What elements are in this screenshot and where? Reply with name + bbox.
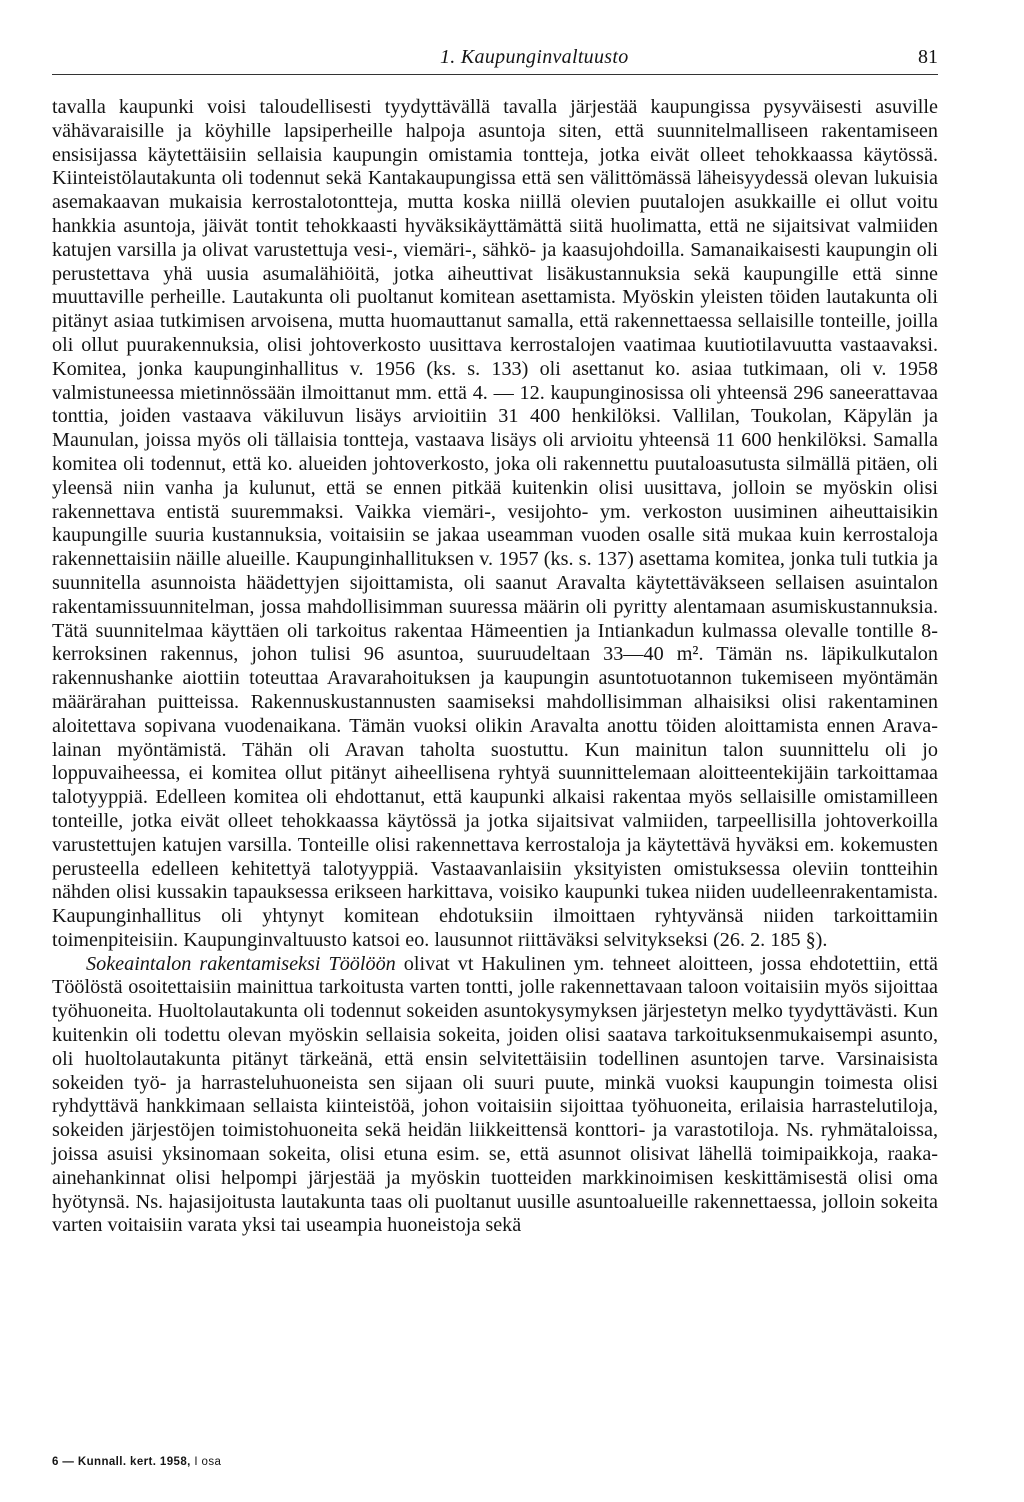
paragraph-text: olivat vt Hakulinen ym. tehneet aloitteen, jossa ehdotettiin, että Töölöstä osoitettaisiin mainittua tarkoitusta varten tontti, jolle rakennettavaan taloon voitaisiin myös sijoittaa työhuoneita. Huoltolautakunta oli todennut sokeiden asuntokysymyksen järjestetyn melko tyydyttävästi. Kun kuitenkin oli todettu olevan myöskin sellaisia sokeita, joiden olisi saatava tarkoituksenmukaisempi asunto, oli huoltolautakunta pitänyt tärkeänä, että ensin selvitettäisiin todellinen asuntojen tarve. Varsinaisista sokeiden työ- ja harrasteluhuoneista sen sijaan oli suuri puute, minkä vuoksi kaupungin toimesta olisi ryhdyttävä hankkimaan sellaista kiinteistöä, johon voitaisiin sijoittaa työhuoneita, erilaisia harrastelutiloja, sokeiden järjestöjen toimistohuoneita sekä heidän liikkeittensä konttori- ja varastotiloja. Ns. ryhmätaloissa, joissa asuisi yksinomaan sokeita, olisi etuna esim. se, että asunnot olisivat lähellä toimipaikkoja, raaka-ainehankinnat olisi helpompi järjestää ja myöskin tuotteiden markkinoimisen keskittämisestä olisi oma hyötynsä. Ns. hajasijoitusta lautakunta taas oli puoltanut uusille asuntoalueille rakennettaessa, jolloin sokeita varten voitaisiin varata yksi tai useampia huoneistoja sekä — [52, 952, 938, 1237]
paragraph-lead: Sokeaintalon rakentamiseksi Töölöön — [86, 952, 396, 975]
paragraph-blind-house — [52, 953, 938, 1239]
paragraph-text: tavalla kaupunki voisi taloudellisesti tyydyttävällä tavalla järjestää kaupungissa pysyväisesti asuville vähävaraisille ja köyhille lapsiperheille halpoja asuntoja siten, että suunnitelmalliseen rakentamiseen ensisijassa käytettäisiin sellaisia kaupungin omistamia tontteja, jotka eivät olleet tehokkaassa käytössä. Kiinteistölautakunta oli todennut sekä Kantakaupungissa että sen välittömässä läheisyydessä olevan lukuisia asemakaavan mukaisia kerrostalotontteja, mutta koska niillä olevien puutalojen asukkaille ei ollut voitu hankkia asuntoja, jäivät tontit tehokkaasti hyväksikäyttämättä siitä huolimatta, että ne sijaitsivat valmiiden katujen varsilla ja olivat varustettuja vesi-, viemäri-, sähkö- ja kaasujohdoilla. Samanaikaisesti kaupungin oli perustettava yhä uusia asumalähiöitä, jotka aiheuttivat lisäkustannuksia sekä kaupungille että sinne muuttaville perheille. Lautakunta oli puoltanut komitean asettamista. Myöskin yleisten töiden lautakunta oli pitänyt asiaa tutkimisen arvoisena, mutta huomauttanut samalla, että rakennettaessa sellaisille tonteille, joilla oli ollut puurakennuksia, olisi johtoverkosto uusittava kerrostalojen vaatimaa kuutiotilavuutta vastaavaksi. Komitea, jonka kaupunginhallitus v. 1956 (ks. s. 133) oli asettanut ko. asiaa tutkimaan, oli v. 1958 valmistuneessa mietinnössään ilmoittanut mm. että 4. — 12. kaupunginosissa oli yhteensä 296 saneerattavaa tonttia, joiden vastaava väkiluvun lisäys arvioitiin 31 400 henkilöksi. Vallilan, Toukolan, Käpylän ja Maunulan, joissa myös oli tällaisia tontteja, vastaava lisäys oli arvioitu yhteensä 11 600 henkilöksi. Samalla komitea oli todennut, että ko. alueiden johtoverkosto, joka oli rakennettu puutaloasutusta silmällä pitäen, oli yleensä niin vanha ja kulunut, että se ennen pitkää kuitenkin olisi uusittava, jolloin se myöskin olisi rakennettava entistä suuremmaksi. Vaikka viemäri-, vesijohto- ym. verkoston uusiminen aiheuttaisikin kaupungille suuria kustannuksia, voitaisiin se jakaa useamman vuoden osalle sitä mukaa kuin kerrostaloja rakennettaisiin näille alueille. Kaupunginhallituksen v. 1957 (ks. s. 137) asettama komitea, jonka tuli tutkia ja suunnitella asunnoista häädettyjen sijoittamista, oli saanut Aravalta käytettäväkseen sellaisen asuintalon rakentamissuunnitelman, jossa mahdollisimman suuressa määrin oli pyritty alentamaan asumiskustannuksia. Tätä suunnitelmaa käyttäen oli tarkoitus rakentaa Hämeentien ja Intiankadun kulmassa olevalle tontille 8-kerroksinen rakennus, johon tulisi 96 asuntoa, suuruudeltaan 33—40 m². Tämän ns. läpikulkutalon rakennushanke aiottiin toteuttaa Aravarahoituksen ja kaupungin asuntotuotannon tukemiseen myöntämän määrärahan puitteissa. Rakennuskustannusten saamiseksi mahdollisimman alhaisiksi olisi rakentaminen aloitettava sopivana vuodenaikana. Tämän vuoksi olikin Aravalta anottu töiden aloittamista ennen Arava-lainan myöntämistä. Tähän oli Aravan taholta suostuttu. Kun mainitun talon suunnittelu oli jo loppuvaiheessa, ei komitea ollut pitänyt aiheellisena ryhtyä suunnittelemaan aloitteentekijäin tarkoittamaa talotyyppiä. Edelleen komitea oli ehdottanut, että kaupunki alkaisi rakentaa myös sellaisille omistamilleen tonteille, jotka eivät olleet tehokkaassa käytössä ja jotka sijaitsivat valmiiden, tarpeellisilla johtoverkoilla varustettujen katujen varsilla. Tonteille olisi rakennettava kerrostaloja ja käytettävä hyväksi em. kokemusten perusteella edelleen kehitettyä talotyyppiä. Vastaavanlaisiin yksityisten omistuksessa oleviin tontteihin nähden olisi kussakin tapauksessa erikseen harkittava, voisiko kaupunki tukea niiden uudelleenrakentamista. Kaupunginhallitus oli yhtynyt komitean ehdotuksiin ilmoittaen ryhtyvänsä niiden tarkoittamiin toimenpiteisiin. Kaupunginvaltuusto katsoi eo. lausunnot riittäväksi selvitykseksi (26. 2. 185 §). — [52, 96, 938, 951]
header-rule — [52, 74, 938, 75]
body-text — [52, 96, 938, 1238]
page-number: 81 — [918, 46, 938, 68]
paragraph-housing — [52, 96, 938, 953]
footer-signature: 6 — Kunnall. kert. 1958, — [52, 1456, 191, 1468]
running-title: 1. Kaupunginvaltuusto — [440, 46, 629, 68]
page-header — [52, 42, 938, 76]
page-footer — [52, 1456, 221, 1468]
footer-part: I osa — [194, 1456, 222, 1468]
